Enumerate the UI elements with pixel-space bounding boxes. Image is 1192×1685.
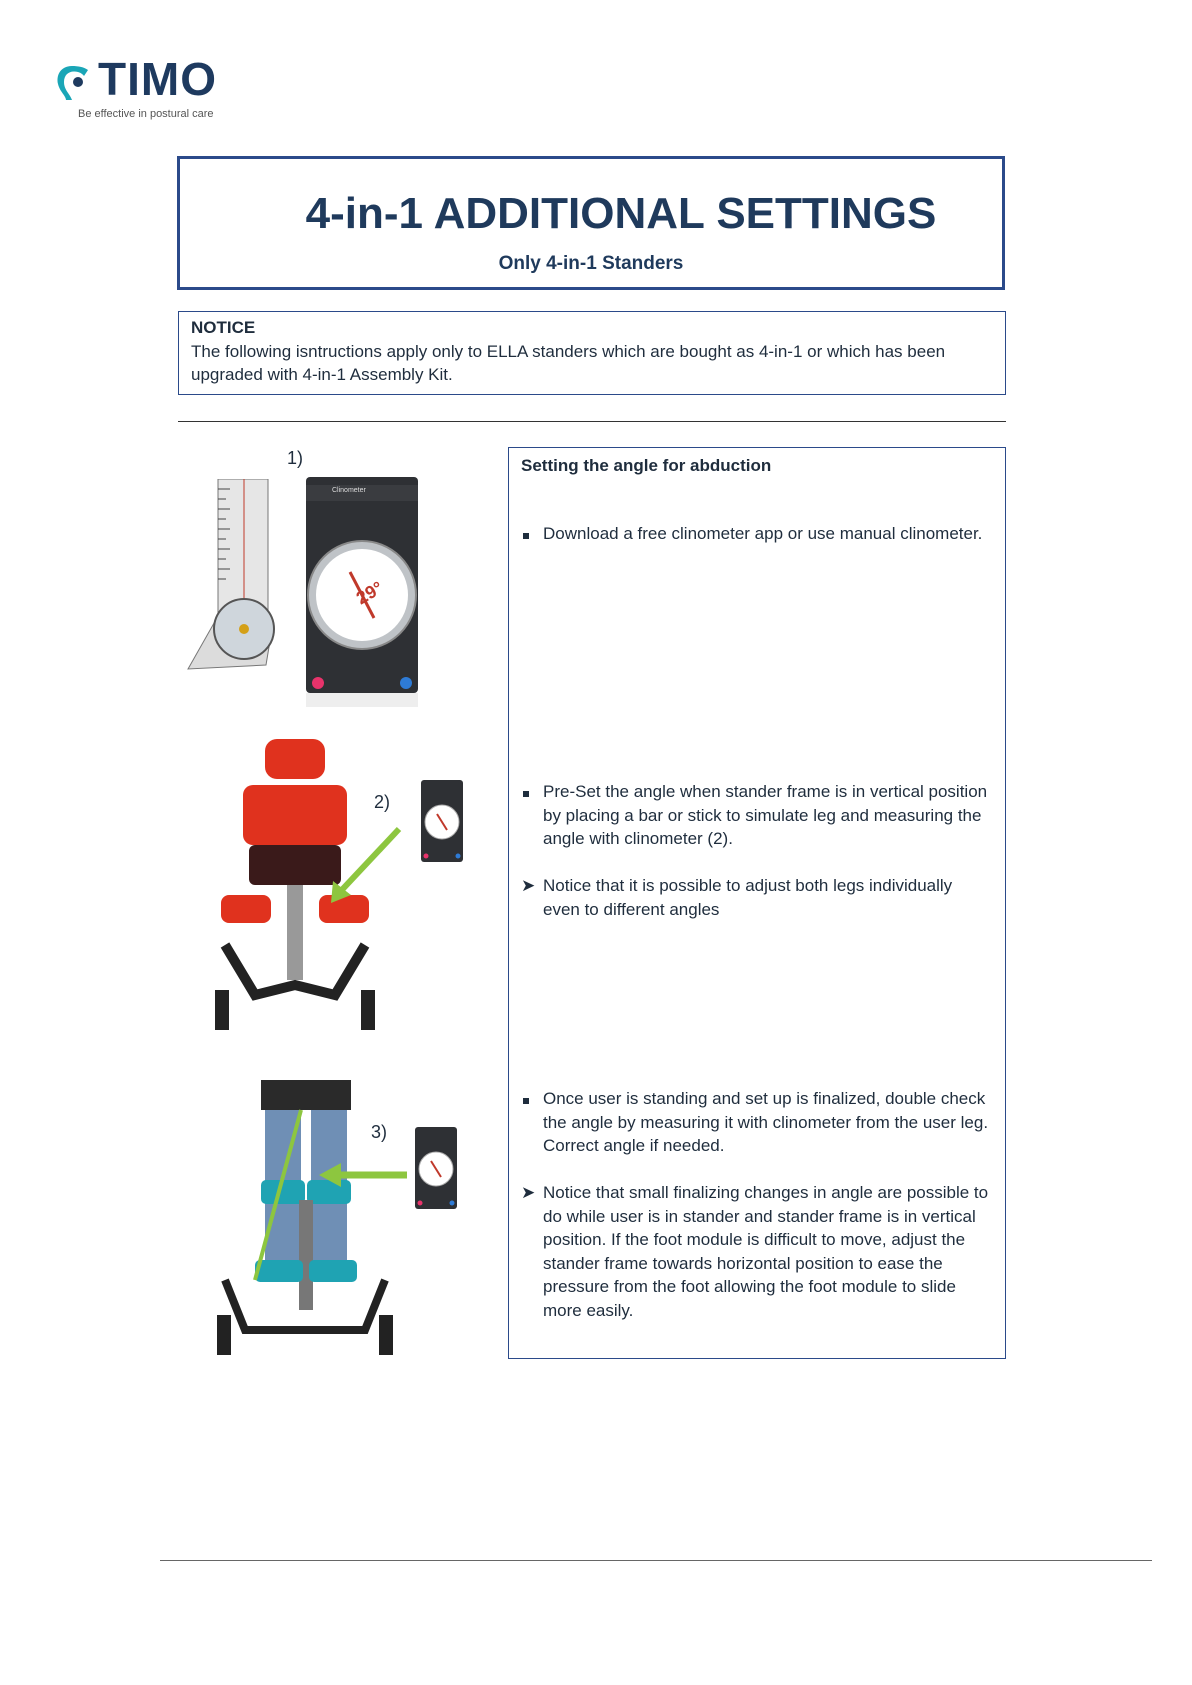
arrow-bullet-icon: ➤ <box>521 876 536 895</box>
phone-small-icon-2 <box>415 1127 457 1213</box>
timo-logo-mark-icon <box>52 60 92 104</box>
bullet-icon <box>521 780 541 804</box>
instructions-box <box>508 447 1006 1359</box>
user-stander-icon <box>215 1080 395 1360</box>
figure-2-label: 2) <box>374 792 391 812</box>
figure-2-stander <box>215 735 475 1035</box>
phone-app-title: Clinometer <box>332 487 366 494</box>
manual-clinometer-icon <box>182 479 282 679</box>
logo-wordmark: TIMO <box>98 53 217 105</box>
logo-tagline: Be effective in postural care <box>78 108 214 120</box>
page-subtitle: Only 4-in-1 Standers <box>498 253 684 274</box>
figure-3-user-stander <box>215 1080 475 1360</box>
section-divider <box>178 421 1006 422</box>
title-box <box>177 156 1005 290</box>
notice-heading: NOTICE <box>191 318 256 337</box>
arrow-bullet-icon: ➤ <box>521 1183 536 1202</box>
dial-value: 29° <box>352 577 387 609</box>
page-title: 4-in-1 ADDITIONAL SETTINGS <box>305 189 937 238</box>
instructions-heading: Setting the angle for abduction <box>521 456 772 475</box>
figure-1-label: 1) <box>287 448 304 468</box>
instruction-note: ➤ Notice that small finalizing changes in angle are possible to do while user is in stander and stander frame is in vertical position. If the foot module is difficult to move, adjust the stander frame towards horizontal position to ease the pressure from the foot allowing the foot module to slide more easily. <box>521 1183 989 1320</box>
instruction-note: ➤ Notice that it is possible to adjust both legs individually even to different angles <box>521 876 953 919</box>
instruction-item: Once user is standing and set up is finalized, double check the angle by measuring it with clinometer from the user leg. Correct angle if needed. <box>521 1087 991 1158</box>
notice-text: The following isntructions apply only to ELLA standers which are bought as 4-in-1 or which has been upgraded with 4-in-1 Assembly Kit. <box>191 342 946 384</box>
timo-logo <box>52 53 292 128</box>
bullet-icon <box>521 1087 541 1111</box>
instruction-item: Pre-Set the angle when stander frame is in vertical position by placing a bar or stick to simulate leg and measuring the angle with clinometer (2). <box>521 780 991 851</box>
figure-1-clinometers <box>182 445 452 710</box>
phone-clinometer-icon <box>306 477 418 707</box>
bullet-icon <box>521 522 541 546</box>
footer-divider <box>160 1560 1152 1561</box>
instruction-item: Download a free clinometer app or use manual clinometer. <box>521 522 991 546</box>
phone-small-icon <box>421 780 463 866</box>
green-arrow-icon <box>327 825 407 905</box>
notice-box <box>178 311 1006 395</box>
green-arrow-left-icon <box>317 1160 409 1190</box>
figure-3-label: 3) <box>371 1122 388 1142</box>
